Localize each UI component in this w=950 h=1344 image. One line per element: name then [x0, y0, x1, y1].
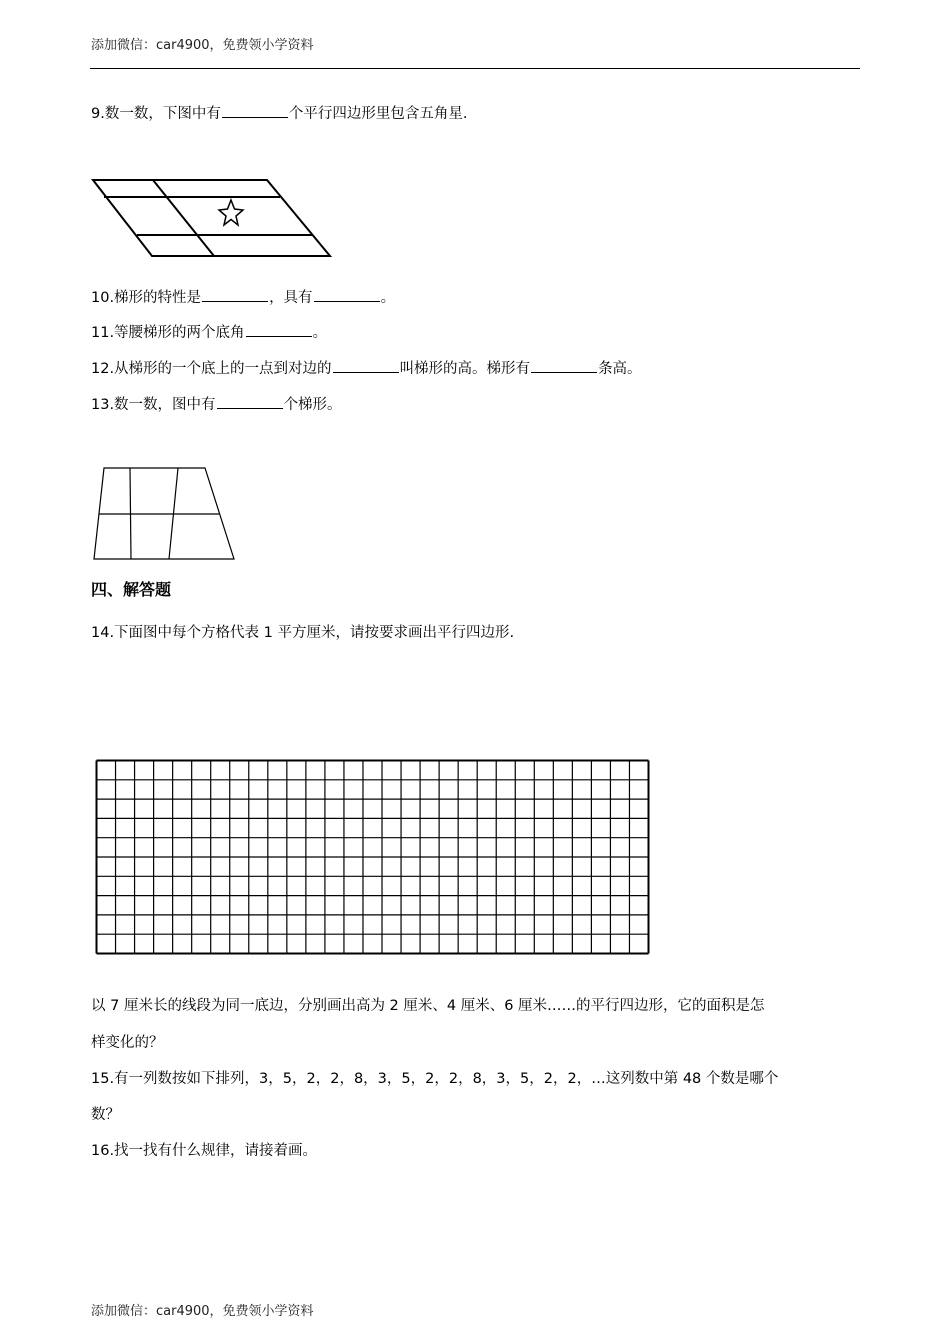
section-title: 四、解答题 — [91, 580, 172, 599]
q13-text-a: 13.数一数，图中有 — [91, 397, 216, 413]
q14-task-line-1: 以 7 厘米长的线段为同一底边，分别画出高为 2 厘米、4 厘米、6 厘米……的平行四边形，它的面积是怎 — [91, 998, 765, 1014]
question-16: 16.找一找有什么规律，请接着画。 — [91, 1143, 318, 1159]
trapezoid-figure — [92, 466, 242, 561]
q10-text-a: 10.梯形的特性是 — [91, 290, 202, 306]
q9-text-after: 个平行四边形里包含五角星. — [288, 106, 468, 122]
q11-text-a: 11.等腰梯形的两个底角 — [91, 325, 245, 341]
question-11 — [91, 322, 327, 343]
q10-text-c: 。 — [380, 290, 396, 306]
q12-text-b: 叫梯形的高。梯形有 — [399, 361, 531, 377]
star-icon — [219, 200, 243, 225]
q9-text-before: 9.数一数，下图中有 — [91, 106, 221, 122]
question-12 — [91, 358, 642, 379]
q13-blank[interactable] — [217, 394, 283, 409]
q12-blank-2[interactable] — [531, 358, 597, 373]
question-9 — [91, 103, 467, 124]
page-header: 添加微信：car4900，免费领小学资料 — [91, 38, 314, 53]
q11-text-b: 。 — [312, 325, 328, 341]
question-13 — [91, 394, 342, 415]
q12-blank-1[interactable] — [333, 358, 399, 373]
page-footer: 添加微信：car4900，免费领小学资料 — [91, 1304, 314, 1319]
question-15-line-2: 数？ — [91, 1107, 120, 1123]
header-divider — [90, 68, 860, 69]
question-14: 14.下面图中每个方格代表 1 平方厘米，请按要求画出平行四边形. — [91, 625, 515, 641]
q14-task-line-2: 样变化的？ — [91, 1035, 164, 1051]
q13-text-b: 个梯形。 — [283, 397, 342, 413]
q11-blank[interactable] — [246, 322, 312, 337]
q12-text-a: 12.从梯形的一个底上的一点到对边的 — [91, 361, 332, 377]
parallelogram-outline — [93, 180, 330, 256]
q10-blank-1[interactable] — [202, 287, 268, 302]
q10-text-b: ，具有 — [269, 290, 313, 306]
square-grid[interactable] — [95, 759, 650, 955]
q10-blank-2[interactable] — [314, 287, 380, 302]
q9-blank[interactable] — [222, 103, 288, 118]
q12-text-c: 条高。 — [598, 361, 642, 377]
parallelogram-star-figure — [90, 176, 340, 261]
question-15-line-1: 15.有一列数按如下排列，3，5，2，2，8，3，5，2，2，8，3，5，2，2，…这列数中第 48 个数是哪个 — [91, 1071, 779, 1087]
parallelogram-v-line — [153, 180, 214, 256]
trapezoid-v-line-1 — [130, 468, 131, 559]
question-10 — [91, 287, 395, 308]
